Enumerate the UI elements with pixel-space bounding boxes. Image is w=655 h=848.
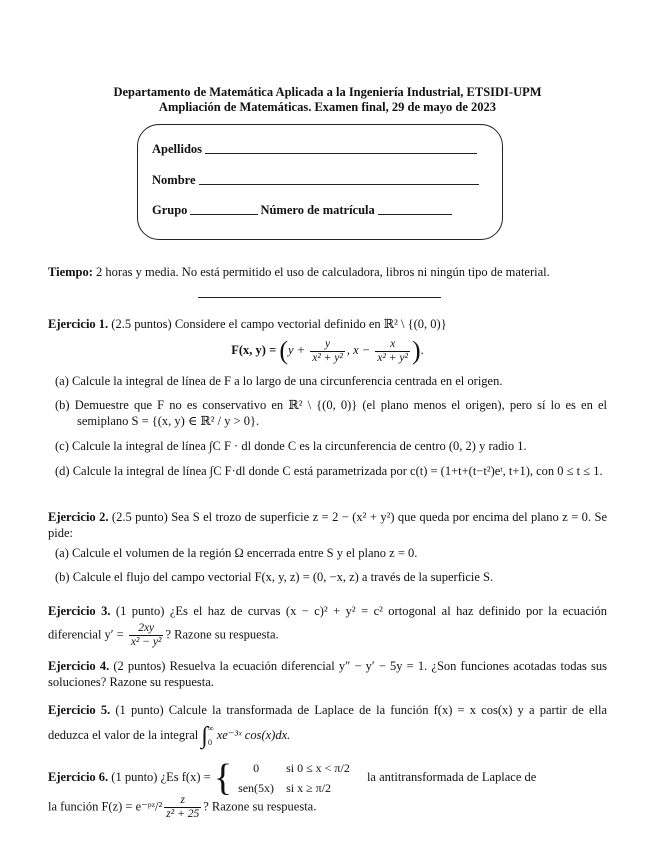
exercise-2b: (b) Calcule el flujo del campo vectorial F(x, y, z) = (0, −x, z) a través de la superficie S.: [55, 570, 494, 584]
exercise-1-intro: Ejercicio 1. (2.5 puntos) Considere el campo vectorial definido en ℝ² \ {(0, 0)}: [48, 317, 447, 331]
exercise-6-cont: la función F(z) = e⁻ᵖᶻ/² $\frac{z}{\text{z² + 25}}$ ? Razone su respuesta.: [48, 794, 317, 820]
exercise-5: Ejercicio 5. (1 punto) Calcule la transformada de Laplace de la función f(x) = x cos(x) y a partir de ella deduzca el valor de la integral ∫ ∞ 0 xe⁻³ˣ cos(x)dx.: [48, 703, 607, 749]
matricula-label: Número de matrícula: [260, 203, 375, 217]
nombre-label: Nombre: [152, 173, 196, 187]
exercise-1b: (b) Demuestre que F no es conservativo en ℝ² \ {(0, 0)} (el plano menos el origen), pero sí lo es en el semiplano S = {(x, y) ∈ ℝ² / y > 0}.: [55, 398, 607, 428]
exercise-4: Ejercicio 4. (2 puntos) Resuelva la ecuación diferencial y″ − y′ − 5y = 1. ¿Son funciones acotadas todas sus soluciones? Razone su respuesta.: [48, 659, 608, 689]
separator-rule: [198, 297, 441, 298]
nombre-field[interactable]: [152, 173, 479, 188]
exercise-2-intro: Ejercicio 2. (2.5 punto) Sea S el trozo de superficie z = 2 − (x² + y²) que queda por encima del plano z = 0. Se pide:: [48, 510, 607, 540]
apellidos-label: Apellidos: [152, 142, 203, 156]
tiempo-note: Tiempo: 2 horas y media. No está permitido el uso de calculadora, libros ni ningún tipo de material.: [48, 265, 550, 279]
apellidos-field[interactable]: [152, 142, 477, 157]
grupo-label: Grupo: [152, 203, 188, 217]
exercise-3: Ejercicio 3. (1 punto) ¿Es el haz de curvas (x − c)² + y² = c² ortogonal al haz definido por la ecuación diferencial y′ = $\frac{2xy}{\text{x² − y²}}$ ? Razone su respuesta.: [48, 604, 607, 648]
exercise-1a: (a) Calcule la integral de línea de F a lo largo de una circunferencia centrada en el origen.: [55, 374, 503, 388]
header-department: Departamento de Matemática Aplicada a la Ingeniería Industrial, ETSIDI-UPM: [113, 85, 542, 99]
header-exam-title: Ampliación de Matemáticas. Examen final, 29 de mayo de 2023: [158, 100, 497, 114]
piecewise-function: { 0 si 0 ≤ x < π/2 sen(5x) si x ≥ π/2: [213, 757, 350, 799]
exercise-1c: (c) Calcule la integral de línea ∫C F · dl donde C es la circunferencia de centro (0, 2) y radio 1.: [55, 439, 527, 453]
exercise-2a: (a) Calcule el volumen de la región Ω encerrada entre S y el plano z = 0.: [55, 546, 418, 560]
grupo-matricula-field[interactable]: [152, 203, 452, 218]
integral-sign: ∫: [201, 723, 208, 749]
exercise-1d: (d) Calcule la integral de línea ∫C F·dl donde C está parametrizada por c(t) = (1+t+(t−t²)eᵗ, t+1), con 0 ≤ t ≤ 1.: [55, 464, 603, 478]
exercise-6: Ejercicio 6. (1 punto) ¿Es f(x) = { 0 si 0 ≤ x < π/2 sen(5x) si x ≥ π/2 la antitransformada de Laplace de: [48, 757, 537, 799]
exercise-1-formula: F(x, y) = (y + $\frac{y}{\text{x² + y²}}$ , x − $\frac{x}{\text{x² + y²}}$ ).: [231, 336, 424, 365]
